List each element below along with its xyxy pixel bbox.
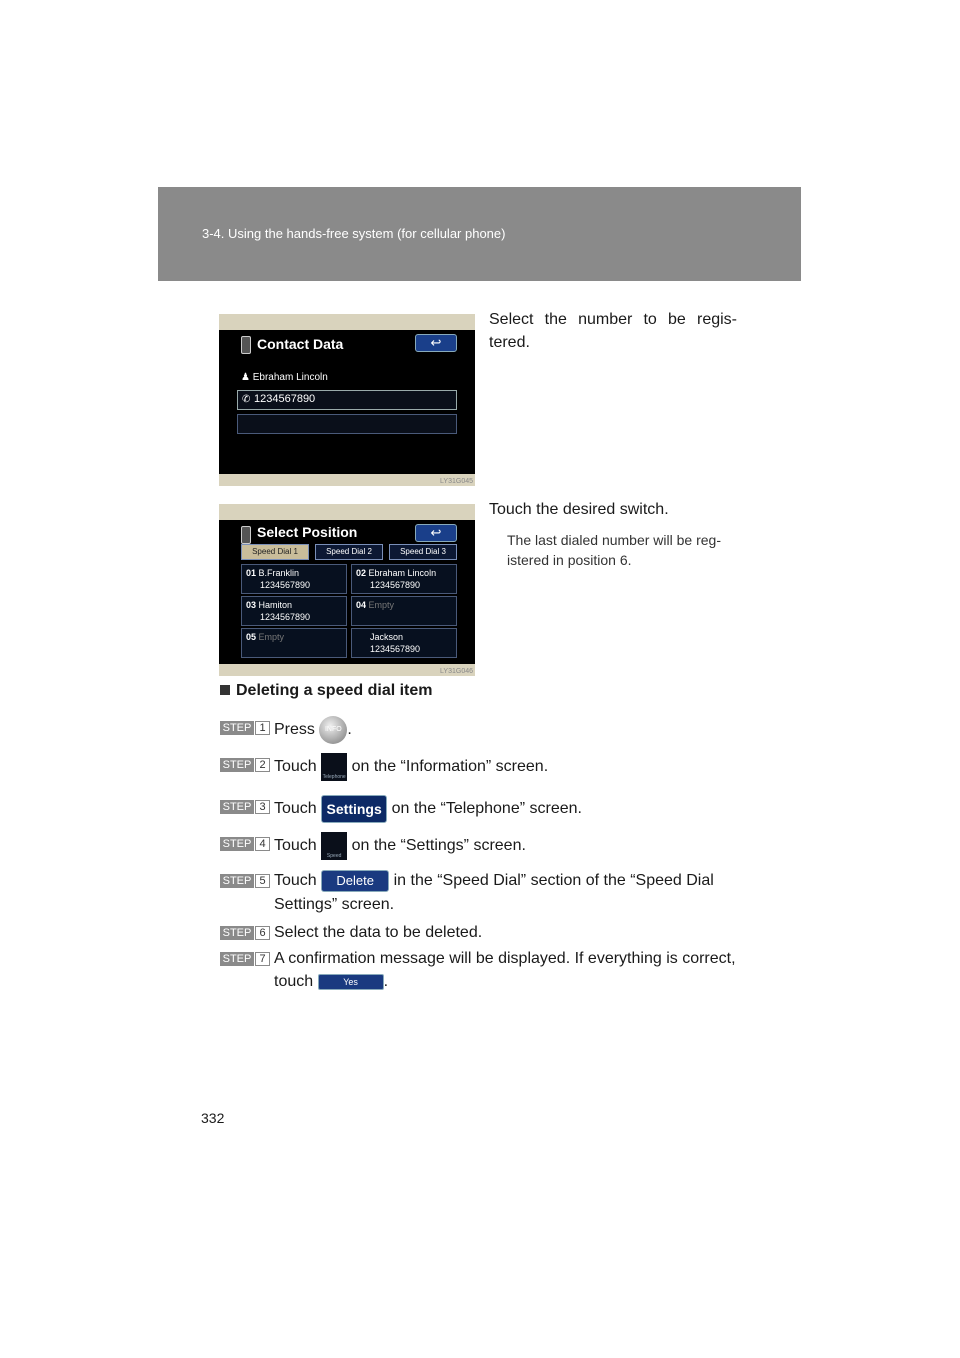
square-bullet-icon xyxy=(220,685,230,695)
step-badge: STEP 4 xyxy=(220,837,270,851)
tab-speed-dial-3: Speed Dial 3 xyxy=(389,544,457,560)
info-button-icon: INFO xyxy=(319,716,347,744)
step-text: Press INFO . xyxy=(274,716,352,744)
step-text: Touch Delete in the “Speed Dial” section of the “Speed Dial xyxy=(274,869,738,892)
section-heading: Deleting a speed dial item xyxy=(220,682,433,700)
speed-dial-cell: 05 Empty xyxy=(241,628,347,658)
yes-button-icon: Yes xyxy=(318,974,384,990)
page-number: 332 xyxy=(201,1110,225,1126)
number-row: ✆ 1234567890 xyxy=(237,390,457,410)
step-text-continued: Settings” screen. xyxy=(274,896,395,913)
delete-button-icon: Delete xyxy=(321,870,389,892)
contact-name: ♟ Ebraham Lincoln xyxy=(241,372,328,383)
handset-icon: ✆ xyxy=(242,394,251,405)
step-text: Touch Telephone on the “Information” screen. xyxy=(274,753,548,781)
step-text: Select the number to be regis- tered. xyxy=(489,311,737,351)
step-text: Touch Settings on the “Telephone” screen. xyxy=(274,795,582,823)
person-icon: ♟ xyxy=(241,372,250,383)
header-title: 3-4. Using the hands-free system (for cellular phone) xyxy=(202,226,506,241)
select-position-screenshot xyxy=(219,504,475,676)
screen-title: Contact Data xyxy=(257,336,344,352)
empty-row xyxy=(237,414,457,434)
screen-title: Select Position xyxy=(257,524,358,540)
phone-icon xyxy=(241,336,251,354)
step-badge: STEP 6 xyxy=(220,926,270,940)
step-badge: STEP 5 xyxy=(220,874,270,888)
speed-dial-cell: 01 B.Franklin 1234567890 xyxy=(241,564,347,594)
step-text: Touch Speed on the “Settings” screen. xyxy=(274,832,526,860)
page-header xyxy=(158,187,801,281)
step-badge: STEP 7 xyxy=(220,952,270,966)
settings-button-icon: Settings xyxy=(321,795,387,823)
tab-speed-dial-2: Speed Dial 2 xyxy=(315,544,383,560)
figure-code: LY31G045 xyxy=(440,478,473,485)
speed-dial-cell: 04 Empty xyxy=(351,596,457,626)
step-text-continued: touch Yes . xyxy=(274,973,389,990)
speed-dial-cell: Jackson 1234567890 xyxy=(351,628,457,658)
step-note: The last dialed number will be reg- istered in position 6. xyxy=(507,532,721,568)
step-text: Touch the desired switch. xyxy=(489,501,669,518)
back-button: ↩ xyxy=(415,524,457,542)
speed-dials-button-icon: Speed xyxy=(321,832,347,860)
back-button: ↩ xyxy=(415,334,457,352)
step-badge: STEP 1 xyxy=(220,721,270,735)
step-text: A confirmation message will be displayed. If everything is correct, xyxy=(274,950,736,967)
speed-dial-cell: 03 Hamiton 1234567890 xyxy=(241,596,347,626)
tab-speed-dial-1: Speed Dial 1 xyxy=(241,544,309,560)
telephone-button-icon: Telephone xyxy=(321,753,347,781)
speed-dial-cell: 02 Ebraham Lincoln 1234567890 xyxy=(351,564,457,594)
figure-code: LY31G046 xyxy=(440,668,473,675)
contact-data-screenshot xyxy=(219,314,475,486)
step-badge: STEP 2 xyxy=(220,758,270,772)
phone-icon xyxy=(241,526,251,544)
step-badge: STEP 3 xyxy=(220,800,270,814)
step-text: Select the data to be deleted. xyxy=(274,924,483,941)
